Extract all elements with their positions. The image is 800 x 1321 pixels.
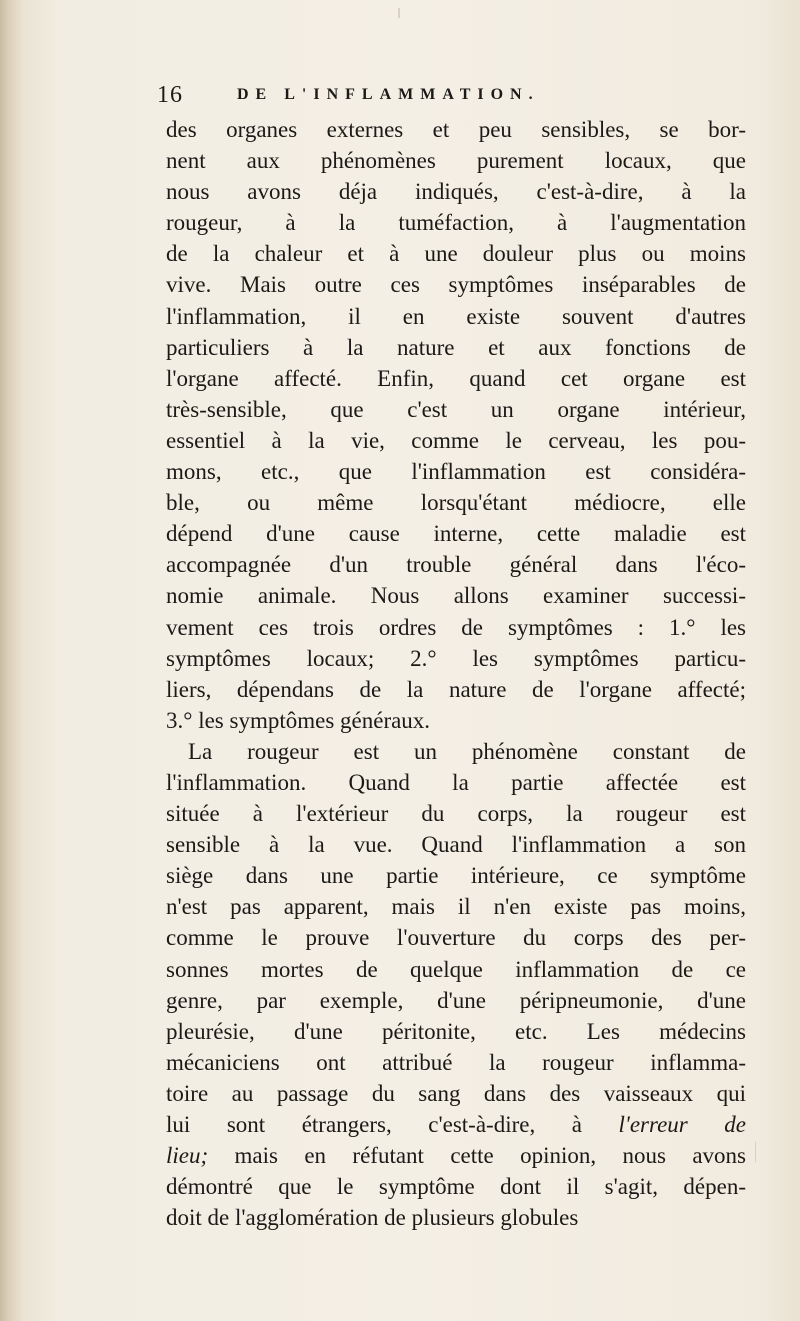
page-binding-edge (0, 0, 22, 1321)
text-line: siège dans une partie intérieure, ce symptôme (166, 863, 746, 889)
text-line: mécaniciens ont attribué la rougeur inflamma- (166, 1049, 746, 1075)
text-line: accompagnée d'un trouble général dans l'éco- (166, 552, 746, 578)
text-segment: mais en réfutant cette opinion, nous avons (234, 1143, 746, 1169)
text-line: symptômes locaux; 2.° les symptômes particu- (166, 645, 746, 671)
text-line: toire au passage du sang dans des vaisseaux qui (166, 1080, 746, 1106)
text-line-with-italic (166, 1109, 746, 1140)
text-line: pleurésie, d'une péritonite, etc. Les médecins (166, 1018, 746, 1044)
text-line: vement ces trois ordres de symptômes : 1.° les (166, 614, 746, 640)
body-text (166, 114, 746, 1233)
text-line: 3.° les symptômes généraux. (166, 707, 431, 733)
text-line: l'inflammation, il en existe souvent d'autres (166, 303, 746, 329)
text-line: dépend d'une cause interne, cette maladie est (166, 521, 746, 547)
text-line: doit de l'agglomération de plusieurs globules (166, 1205, 579, 1231)
text-line: comme le prouve l'ouverture du corps des per- (166, 925, 746, 951)
text-line: de la chaleur et à une douleur plus ou moins (166, 241, 746, 267)
text-line: l'organe affecté. Enfin, quand cet organe est (166, 365, 746, 391)
text-line: sonnes mortes de quelque inflammation de ce (166, 956, 746, 982)
text-line-with-italic (166, 1140, 746, 1171)
text-line: essentiel à la vie, comme le cerveau, les pou- (166, 427, 746, 453)
paper-speck (398, 8, 400, 18)
text-line: particuliers à la nature et aux fonctions de (166, 334, 746, 360)
text-line: des organes externes et peu sensibles, se bor- (166, 117, 746, 142)
text-line: liers, dépendans de la nature de l'organe affecté; (166, 676, 746, 702)
text-line: vive. Mais outre ces symptômes inséparables de (166, 272, 746, 298)
running-head (157, 82, 717, 112)
text-segment: lui sont étrangers, c'est-à-dire, à (166, 1112, 582, 1137)
text-line: nent aux phénomènes purement locaux, que (166, 148, 746, 174)
text-line: sensible à la vue. Quand l'inflammation a son (166, 832, 746, 858)
italic-phrase: l'erreur de (618, 1112, 746, 1137)
text-line: ble, ou même lorsqu'étant médiocre, elle (166, 490, 746, 516)
text-line: située à l'extérieur du corps, la rougeur est (166, 801, 746, 827)
text-line: démontré que le symptôme dont il s'agit, dépen- (166, 1174, 746, 1200)
text-line: nous avons déja indiqués, c'est-à-dire, à la (166, 179, 746, 205)
paper-speck (755, 1142, 756, 1162)
text-line: très-sensible, que c'est un organe intérieur, (166, 396, 746, 422)
text-line: l'inflammation. Quand la partie affectée est (166, 769, 746, 795)
page-number: 16 (157, 82, 183, 108)
text-line: n'est pas apparent, mais il n'en existe pas moins, (166, 894, 746, 920)
text-line: genre, par exemple, d'une péripneumonie, d'une (166, 987, 746, 1013)
text-line: nomie animale. Nous allons examiner successi- (166, 583, 746, 609)
running-head-title: DE L'INFLAMMATION. (237, 86, 540, 103)
text-line: La rougeur est un phénomène constant de (188, 738, 746, 764)
text-line: mons, etc., que l'inflammation est considéra- (166, 459, 746, 485)
italic-phrase: lieu; (166, 1143, 209, 1169)
text-line: rougeur, à la tuméfaction, à l'augmentation (166, 210, 746, 236)
